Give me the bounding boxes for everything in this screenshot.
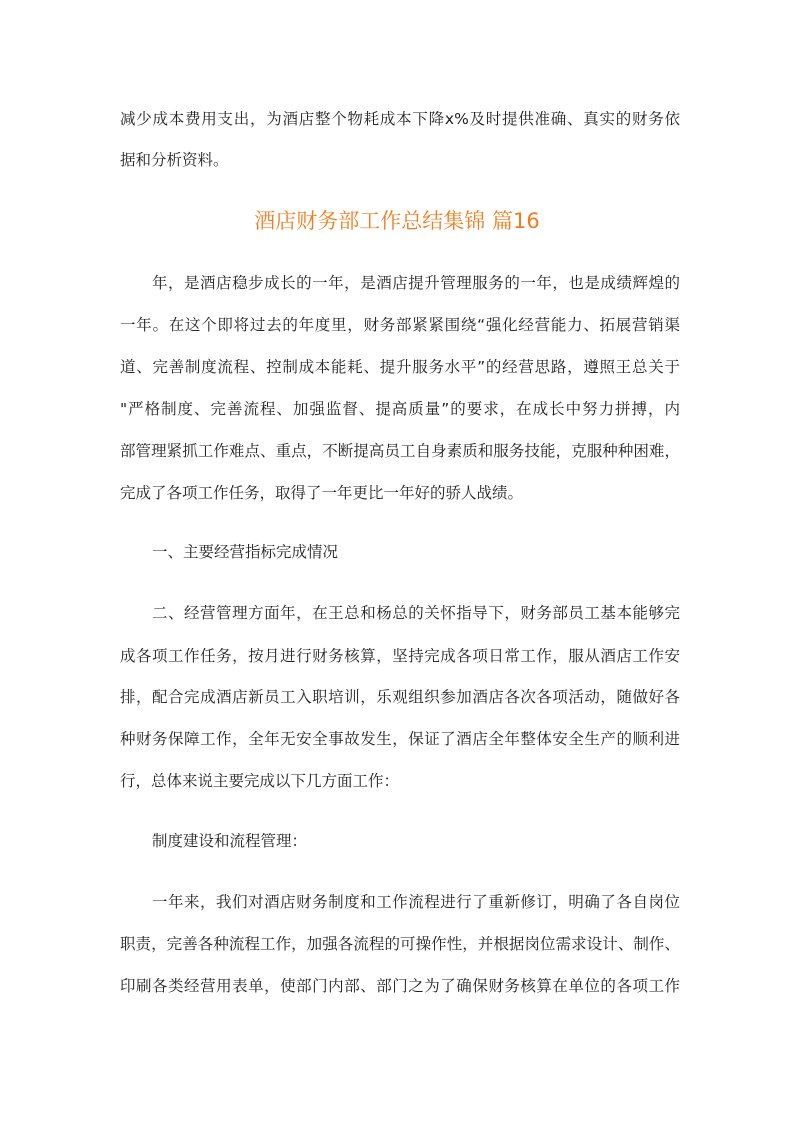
paragraph-line: 职责，完善各种流程工作，加强各流程的可操作性，并根据岗位需求设计、制作、 <box>120 935 680 953</box>
section-heading: 制度建设和流程管理： <box>152 832 308 850</box>
paragraph-line: 一年。在这个即将过去的年度里，财务部紧紧围绕“强化经营能力、拓展营销渠 <box>120 316 680 334</box>
paragraph-line: 行，总体来说主要完成以下几方面工作： <box>120 772 400 790</box>
paragraph-line: 种财务保障工作，全年无安全事故发生，保证了酒店全年整体安全生产的顺利进 <box>120 730 680 748</box>
paragraph-line: 道、完善制度流程、控制成本能耗、提升服务水平”的经营思路，遵照王总关于 <box>120 358 680 376</box>
paragraph-line: 二、经营管理方面年，在王总和杨总的关怀指导下，财务部员工基本能够完 <box>152 604 680 622</box>
paragraph-line: 部管理紧抓工作难点、重点，不断提高员工自身素质和服务技能，克服种种困难， <box>120 442 680 460</box>
paragraph-line: 排，配合完成酒店新员工入职培训，乐观组织参加酒店各次各项活动，随做好各 <box>120 688 680 706</box>
paragraph-line: 印刷各类经营用表单，使部门内部、部门之为了确保财务核算在单位的各项工作 <box>120 977 680 995</box>
section-title: 酒店财务部工作总结集锦 篇16 <box>254 209 540 233</box>
paragraph-line: 成各项工作任务，按月进行财务核算，坚持完成各项日常工作，服从酒店工作安 <box>120 647 680 665</box>
paragraph-line: 据和分析资料。 <box>120 151 229 169</box>
paragraph-line: "严格制度、完善流程、加强监督、提高质量”的要求，在成长中努力拼搏，内 <box>120 400 680 418</box>
section-heading: 一、主要经营指标完成情况 <box>152 543 339 561</box>
paragraph-line: 完成了各项工作任务，取得了一年更比一年好的骄人战绩。 <box>120 484 524 502</box>
paragraph-line: 年，是酒店稳步成长的一年，是酒店提升管理服务的一年，也是成绩辉煌的 <box>152 274 680 292</box>
paragraph-line: 减少成本费用支出，为酒店整个物耗成本下降x%及时提供准确、真实的财务依 <box>120 110 680 128</box>
paragraph-line: 一年来，我们对酒店财务制度和工作流程进行了重新修订，明确了各自岗位 <box>152 893 680 911</box>
